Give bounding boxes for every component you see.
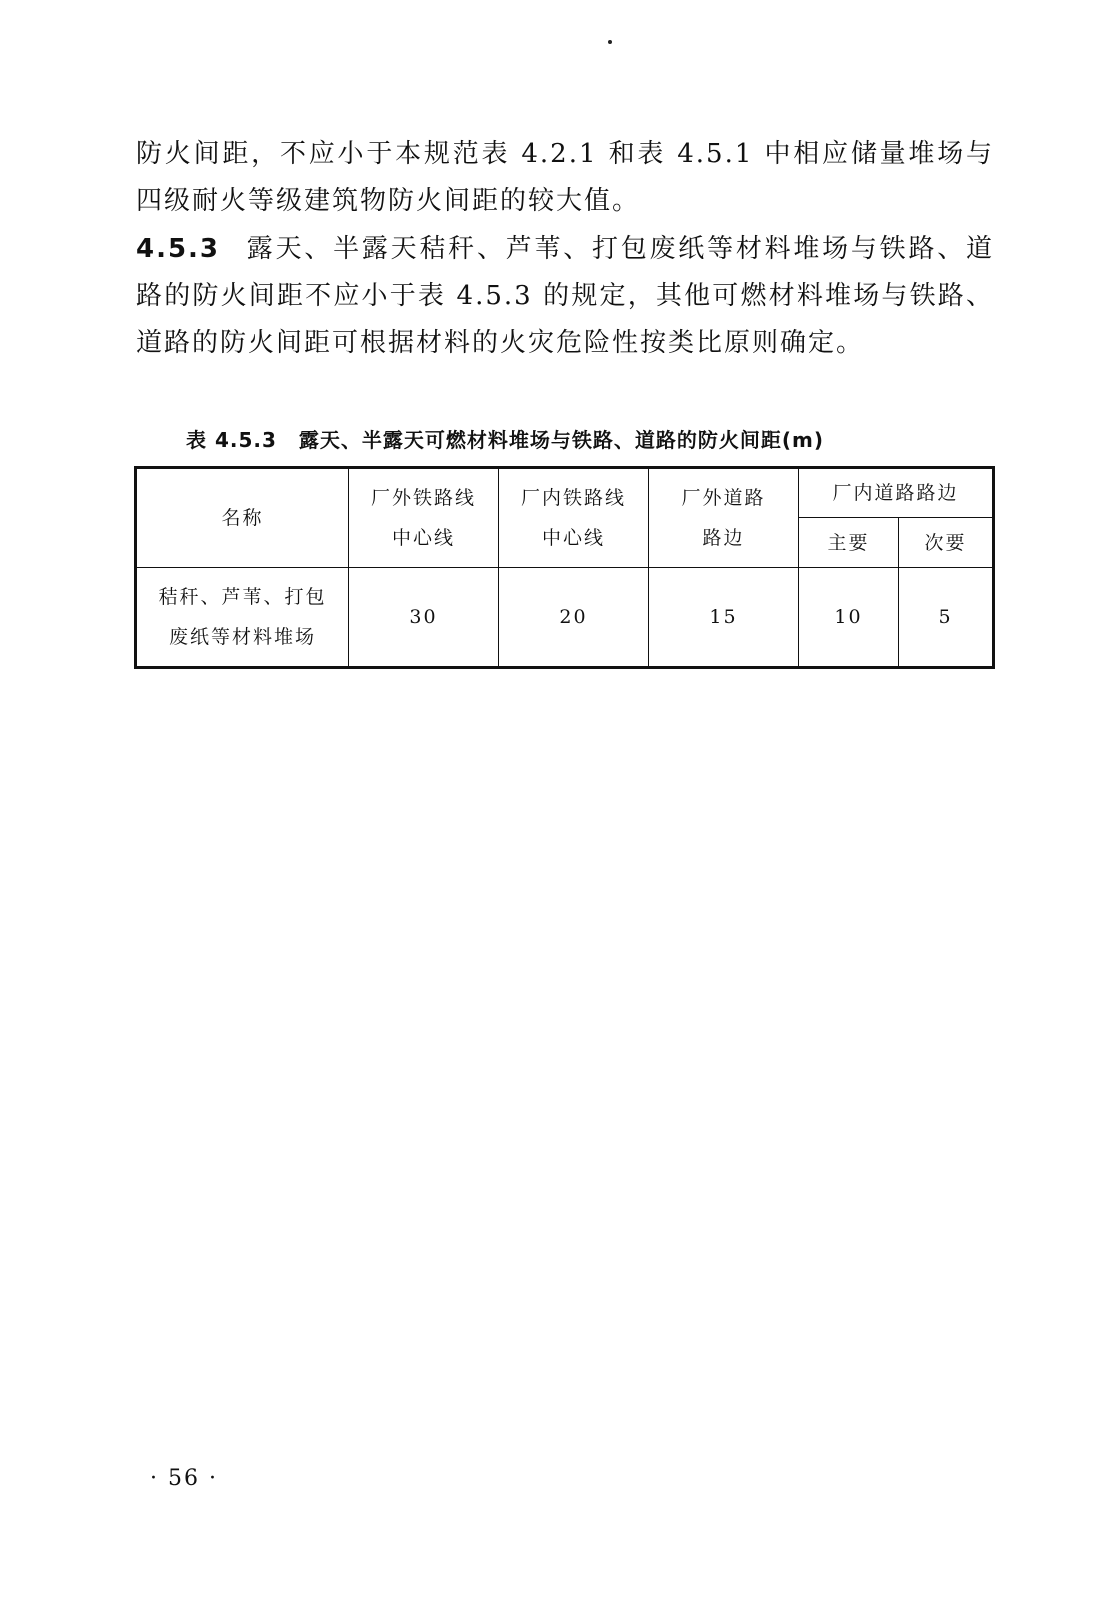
header-external-railway-line2: 中心线 <box>391 527 455 549</box>
table-caption-text: 露天、半露天可燃材料堆场与铁路、道路的防火间距(m) <box>298 428 825 452</box>
header-internal-road-secondary: 次要 <box>899 518 994 568</box>
page-number: · 56 · <box>150 1466 218 1491</box>
header-external-railway-line1: 厂外铁路线 <box>370 487 476 509</box>
header-internal-railway-line1: 厂内铁路线 <box>520 487 626 509</box>
cell-internal-road-main: 10 <box>799 568 899 668</box>
table-caption-number: 表 4.5.3 <box>186 428 277 452</box>
cell-internal-railway: 20 <box>499 568 649 668</box>
header-internal-road-main: 主要 <box>799 518 899 568</box>
clause-number: 4.5.3 <box>136 234 221 264</box>
clause-4-5-3 <box>136 226 994 367</box>
clause-text: 露天、半露天秸秆、芦苇、打包废纸等材料堆场与铁路、道路的防火间距不应小于表 4.5.3 的规定，其他可燃材料堆场与铁路、道路的防火间距可根据材料的火灾危险性按类比原则确定。 <box>136 234 994 358</box>
cell-external-railway: 30 <box>349 568 499 668</box>
header-internal-railway-line2: 中心线 <box>541 527 605 549</box>
header-internal-road: 厂内道路路边 <box>799 468 994 518</box>
cell-name-line2: 废纸等材料堆场 <box>168 626 316 648</box>
top-mark-dot <box>608 40 612 44</box>
header-external-road-line1: 厂外道路 <box>681 487 766 509</box>
header-external-railway <box>349 468 499 568</box>
header-external-road-line2: 路边 <box>702 527 745 549</box>
cell-name <box>136 568 349 668</box>
table-caption <box>186 424 986 453</box>
header-external-road <box>649 468 799 568</box>
header-internal-railway <box>499 468 649 568</box>
header-name: 名称 <box>136 468 349 568</box>
cell-name-line1: 秸秆、芦苇、打包 <box>158 586 327 608</box>
paragraph-continuation: 防火间距，不应小于本规范表 4.2.1 和表 4.5.1 中相应储量堆场与四级耐火等级建筑物防火间距的较大值。 <box>136 139 994 216</box>
cell-internal-road-secondary: 5 <box>899 568 994 668</box>
cell-external-road: 15 <box>649 568 799 668</box>
table-row <box>136 568 994 668</box>
fire-distance-table <box>134 466 995 669</box>
